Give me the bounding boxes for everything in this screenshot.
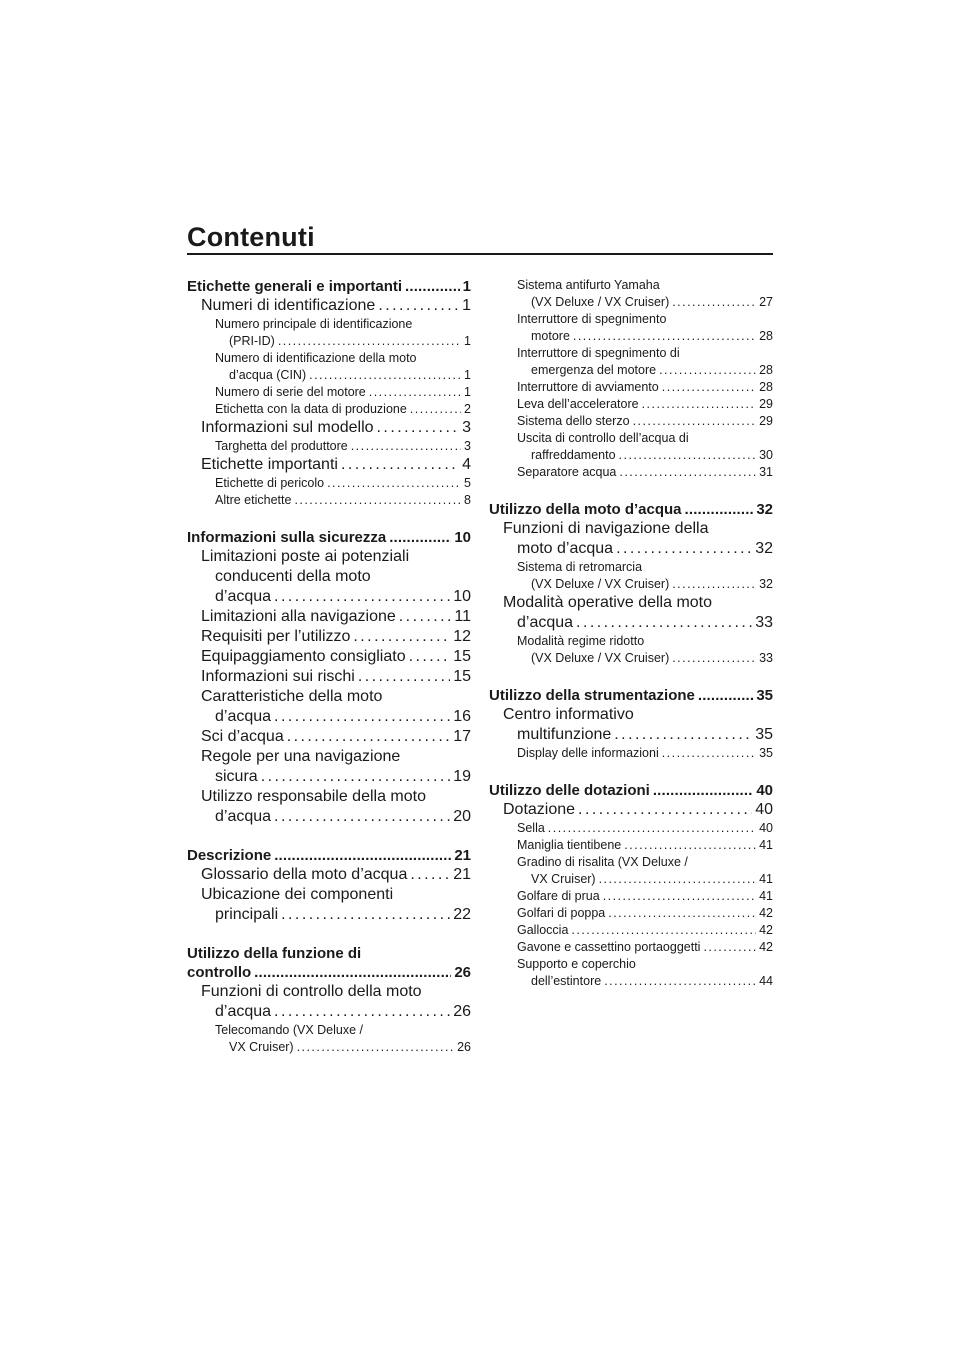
- toc-subentry[interactable]: [489, 345, 773, 379]
- toc-entry-text: Golfare di prua: [517, 889, 600, 903]
- toc-entry-text: Supporto e coperchio: [517, 957, 636, 971]
- toc-entry-text: Sistema di retromarcia: [517, 560, 643, 574]
- toc-entry-text: Regole per una navigazione: [201, 748, 401, 765]
- toc-entry-text: d’acqua: [517, 614, 574, 631]
- page-number: 42: [759, 940, 773, 954]
- page-number: 42: [759, 923, 773, 937]
- dot-leader: [341, 455, 459, 475]
- toc-entry[interactable]: [187, 687, 471, 727]
- toc-subentry[interactable]: [489, 633, 773, 667]
- toc-entry-text: (VX Deluxe / VX Cruiser): [531, 577, 670, 591]
- toc-entry-text: Utilizzo della moto d’acqua: [489, 501, 682, 518]
- page-number: 15: [453, 668, 471, 685]
- section-gap: [489, 762, 773, 781]
- toc-entry-text: Gradino di risalita (VX Deluxe /: [517, 855, 688, 869]
- toc-entry-text: Etichette di pericolo: [215, 476, 325, 490]
- toc-entry-text: Gavone e cassettino portaoggetti: [517, 940, 701, 954]
- toc-entry-text: Requisiti per l’utilizzo: [201, 628, 351, 645]
- toc-entry-text: Leva dell’acceleratore: [517, 397, 639, 411]
- toc-entry-text: Modalità regime ridotto: [517, 634, 645, 648]
- toc-entry-text: Glossario della moto d’acqua: [201, 866, 408, 883]
- toc-entry-text: Interruttore di spegnimento di: [517, 346, 680, 360]
- dot-leader: [614, 725, 752, 745]
- toc-entry[interactable]: [187, 607, 471, 627]
- page-number: 40: [755, 801, 773, 818]
- toc-section[interactable]: [187, 528, 471, 547]
- toc-entry-text: d’acqua: [215, 1003, 272, 1020]
- toc-entry[interactable]: [187, 747, 471, 787]
- dot-leader: [351, 438, 461, 455]
- toc-entry-text: Limitazioni poste ai potenziali: [201, 548, 410, 565]
- toc-entry-text: Equipaggiamento consigliato: [201, 648, 406, 665]
- toc-subentry[interactable]: [489, 559, 773, 593]
- toc-subentry[interactable]: [187, 475, 471, 492]
- toc-entry-text: Utilizzo responsabile della moto: [201, 788, 426, 805]
- dot-leader: [624, 837, 756, 854]
- toc-entry-text: (VX Deluxe / VX Cruiser): [531, 651, 670, 665]
- dot-leader: [573, 328, 756, 345]
- dot-leader: [405, 277, 460, 296]
- page-number: 1: [464, 385, 471, 399]
- toc-entry-text: Dotazione: [503, 801, 576, 818]
- toc-entry-text: Modalità operative della moto: [503, 594, 713, 611]
- toc-entry-text: Uscita di controllo dell’acqua di: [517, 431, 689, 445]
- toc-column-right: [489, 277, 773, 990]
- page-number: 17: [453, 728, 471, 745]
- page-number: 5: [464, 476, 471, 490]
- toc-entry-text: Descrizione: [187, 847, 272, 864]
- toc-entry-text: Etichetta con la data di produzione: [215, 402, 407, 416]
- toc-subentry[interactable]: [489, 379, 773, 396]
- dot-leader: [274, 1002, 450, 1022]
- page-number: 3: [464, 439, 471, 453]
- toc-subentry[interactable]: [187, 384, 471, 401]
- toc-entry-text: emergenza del motore: [531, 363, 657, 377]
- dot-leader: [578, 800, 752, 820]
- toc-entry-text: Sistema dello sterzo: [517, 414, 630, 428]
- page-number: 32: [759, 577, 773, 591]
- page-number: 2: [464, 402, 471, 416]
- dot-leader: [274, 587, 450, 607]
- dot-leader: [281, 905, 450, 925]
- toc-section[interactable]: [489, 686, 773, 705]
- dot-leader: [274, 707, 450, 727]
- toc-entry[interactable]: [489, 800, 773, 820]
- toc-entry[interactable]: [187, 787, 471, 827]
- toc-section[interactable]: [489, 781, 773, 800]
- dot-leader: [672, 650, 756, 667]
- page-number: 29: [759, 414, 773, 428]
- page-number: 16: [453, 708, 471, 725]
- dot-leader: [548, 820, 756, 837]
- page-number: 1: [464, 368, 471, 382]
- page-number: 21: [454, 847, 471, 864]
- toc-entry-text: dell’estintore: [531, 974, 602, 988]
- toc-subentry[interactable]: [489, 922, 773, 939]
- toc-entry-text: sicura: [215, 768, 258, 785]
- toc-entry-text: Numero di identificazione della moto: [215, 351, 417, 365]
- toc-entry-text: VX Cruiser): [531, 872, 596, 886]
- dot-leader: [685, 500, 754, 519]
- toc-entry[interactable]: [187, 885, 471, 925]
- section-gap: [187, 509, 471, 528]
- dot-leader: [603, 888, 756, 905]
- toc-entry-text: Etichette generali e importanti: [187, 278, 403, 295]
- toc-entry-text: d’acqua: [215, 708, 272, 725]
- page-number: 19: [453, 768, 471, 785]
- toc-section[interactable]: [187, 846, 471, 865]
- page-number: 35: [755, 726, 773, 743]
- toc-entry-text: Sella: [517, 821, 545, 835]
- toc-subentry[interactable]: [489, 905, 773, 922]
- page-number: 35: [756, 687, 773, 704]
- dot-leader: [642, 396, 756, 413]
- toc-section[interactable]: [489, 500, 773, 519]
- toc-entry-text: Altre etichette: [215, 493, 292, 507]
- page-number: 31: [759, 465, 773, 479]
- page-number: 26: [457, 1040, 471, 1054]
- dot-leader: [672, 576, 756, 593]
- toc-subentry[interactable]: [489, 939, 773, 956]
- section-gap: [489, 667, 773, 686]
- toc-entry-text: Informazioni sui rischi: [201, 668, 355, 685]
- page-number: 26: [453, 1003, 471, 1020]
- page-number: 10: [453, 588, 471, 605]
- dot-leader: [653, 781, 753, 800]
- page-number: 41: [759, 889, 773, 903]
- page-number: 1: [462, 278, 471, 295]
- toc-entry-text: moto d’acqua: [517, 540, 614, 557]
- toc-subentry[interactable]: [489, 820, 773, 837]
- page-number: 28: [759, 380, 773, 394]
- toc-subentry[interactable]: [489, 277, 773, 311]
- page-number: 27: [759, 295, 773, 309]
- page-number: 12: [453, 628, 471, 645]
- toc-entry-text: Utilizzo della strumentazione: [489, 687, 695, 704]
- dot-leader: [294, 492, 461, 509]
- toc-subentry[interactable]: [489, 956, 773, 990]
- toc-entry[interactable]: [187, 627, 471, 647]
- toc-entry-text: raffreddamento: [531, 448, 616, 462]
- dot-leader: [698, 686, 753, 705]
- toc-entry-text: Limitazioni alla navigazione: [201, 608, 396, 625]
- section-gap: [187, 925, 471, 944]
- page-number: 21: [453, 866, 471, 883]
- page-number: 30: [759, 448, 773, 462]
- page-number: 42: [759, 906, 773, 920]
- page-number: 1: [464, 334, 471, 348]
- toc-entry-text: Telecomando (VX Deluxe /: [215, 1023, 363, 1037]
- toc-entry-text: Funzioni di navigazione della: [503, 520, 709, 537]
- dot-leader: [287, 727, 450, 747]
- toc-subentry[interactable]: [187, 401, 471, 418]
- toc-entry-text: Sistema antifurto Yamaha: [517, 278, 660, 292]
- page-number: 28: [759, 329, 773, 343]
- toc-subentry[interactable]: [489, 396, 773, 413]
- toc-subentry[interactable]: [489, 413, 773, 430]
- toc-entry-text: Separatore acqua: [517, 465, 617, 479]
- dot-leader: [599, 871, 757, 888]
- toc-entry-text: Informazioni sulla sicurezza: [187, 529, 387, 546]
- toc-entry[interactable]: [187, 547, 471, 607]
- dot-leader: [619, 447, 757, 464]
- toc-subentry[interactable]: [187, 316, 471, 350]
- toc-entry-text: Galloccia: [517, 923, 569, 937]
- toc-entry-text: Utilizzo delle dotazioni: [489, 782, 650, 799]
- toc-entry[interactable]: [187, 982, 471, 1022]
- dot-leader: [378, 296, 459, 316]
- page-number: 41: [759, 872, 773, 886]
- toc-entry-text: d’acqua (CIN): [229, 368, 307, 382]
- dot-leader: [399, 607, 452, 627]
- toc-entry-text: Numero di serie del motore: [215, 385, 366, 399]
- dot-leader: [309, 367, 461, 384]
- toc-entry-text: principali: [215, 906, 279, 923]
- toc-entry-text: Sci d’acqua: [201, 728, 284, 745]
- page-number: 35: [759, 746, 773, 760]
- toc-entry-text: Utilizzo della funzione di: [187, 945, 362, 962]
- dot-leader: [619, 464, 756, 481]
- page-number: 29: [759, 397, 773, 411]
- toc-entry-text: Ubicazione dei componenti: [201, 886, 394, 903]
- toc-entry[interactable]: [187, 865, 471, 885]
- page-number: 40: [756, 782, 773, 799]
- toc-section[interactable]: [187, 277, 471, 296]
- toc-column-left: [187, 277, 471, 1056]
- page-number: 44: [759, 974, 773, 988]
- toc-subentry[interactable]: [489, 311, 773, 345]
- toc-entry-text: Interruttore di avviamento: [517, 380, 659, 394]
- page-number: 26: [454, 964, 471, 981]
- dot-leader: [369, 384, 461, 401]
- toc-entry[interactable]: [187, 418, 471, 438]
- page-number: 4: [462, 456, 471, 473]
- toc-section[interactable]: [187, 944, 471, 982]
- toc-entry[interactable]: [187, 296, 471, 316]
- toc-entry-text: Etichette importanti: [201, 456, 338, 473]
- toc-entry-text: conducenti della moto: [215, 568, 371, 585]
- toc-entry-text: Numero principale di identificazione: [215, 317, 413, 331]
- dot-leader: [576, 613, 752, 633]
- toc-entry[interactable]: [489, 593, 773, 633]
- toc-entry-text: d’acqua: [215, 588, 272, 605]
- toc-entry-text: controllo: [187, 964, 252, 981]
- dot-leader: [261, 767, 451, 787]
- dot-leader: [327, 475, 461, 492]
- toc-subentry[interactable]: [489, 854, 773, 888]
- dot-leader: [662, 379, 756, 396]
- toc-entry-text: Display delle informazioni: [517, 746, 659, 760]
- page-number: 20: [453, 808, 471, 825]
- page-number: 33: [755, 614, 773, 631]
- dot-leader: [659, 362, 756, 379]
- toc-entry[interactable]: [187, 667, 471, 687]
- dot-leader: [254, 963, 451, 982]
- page-title: Contenuti: [187, 222, 315, 252]
- dot-leader: [409, 647, 451, 667]
- dot-leader: [703, 939, 756, 956]
- dot-leader: [410, 865, 450, 885]
- toc-subentry[interactable]: [489, 837, 773, 854]
- dot-leader: [297, 1039, 455, 1056]
- dot-leader: [274, 807, 450, 827]
- dot-leader: [616, 539, 752, 559]
- toc-entry-text: Centro informativo: [503, 706, 634, 723]
- dot-leader: [571, 922, 756, 939]
- section-gap: [489, 481, 773, 500]
- toc-subentry[interactable]: [489, 464, 773, 481]
- dot-leader: [377, 418, 460, 438]
- toc-entry[interactable]: [187, 455, 471, 475]
- dot-leader: [410, 401, 461, 418]
- toc-entry-text: Interruttore di spegnimento: [517, 312, 667, 326]
- dot-leader: [358, 667, 450, 687]
- dot-leader: [608, 905, 756, 922]
- section-gap: [187, 827, 471, 846]
- page-number: 28: [759, 363, 773, 377]
- toc-entry-text: Caratteristiche della moto: [201, 688, 383, 705]
- dot-leader: [604, 973, 756, 990]
- toc-entry-text: motore: [531, 329, 570, 343]
- page-number: 10: [454, 529, 471, 546]
- toc-subentry[interactable]: [187, 1022, 471, 1056]
- toc-subentry[interactable]: [187, 438, 471, 455]
- page-number: 11: [454, 608, 471, 625]
- toc-entry[interactable]: [187, 727, 471, 747]
- toc-entry-text: Informazioni sul modello: [201, 419, 374, 436]
- toc-subentry[interactable]: [187, 492, 471, 509]
- dot-leader: [633, 413, 757, 430]
- dot-leader: [662, 745, 756, 762]
- page-number: 3: [462, 419, 471, 436]
- toc-entry-text: Maniglia tientibene: [517, 838, 622, 852]
- toc-entry-text: Numeri di identificazione: [201, 297, 376, 314]
- toc-entry-text: (VX Deluxe / VX Cruiser): [531, 295, 670, 309]
- page-number: 8: [464, 493, 471, 507]
- toc-entry-text: multifunzione: [517, 726, 612, 743]
- dot-leader: [278, 333, 461, 350]
- page-number: 15: [453, 648, 471, 665]
- toc-entry-text: (PRI-ID): [229, 334, 275, 348]
- toc-subentry[interactable]: [489, 430, 773, 464]
- dot-leader: [353, 627, 450, 647]
- toc-entry-text: d’acqua: [215, 808, 272, 825]
- toc-entry[interactable]: [489, 519, 773, 559]
- toc-subentry[interactable]: [489, 888, 773, 905]
- toc-subentry[interactable]: [489, 745, 773, 762]
- dot-leader: [274, 846, 451, 865]
- toc-entry-text: Golfari di poppa: [517, 906, 606, 920]
- toc-entry-text: VX Cruiser): [229, 1040, 294, 1054]
- toc-entry[interactable]: [187, 647, 471, 667]
- page-number: 33: [759, 651, 773, 665]
- dot-leader: [389, 528, 451, 547]
- title-underline: [187, 253, 773, 255]
- toc-entry-text: Funzioni di controllo della moto: [201, 983, 422, 1000]
- toc-subentry[interactable]: [187, 350, 471, 384]
- dot-leader: [672, 294, 756, 311]
- page-number: 41: [759, 838, 773, 852]
- toc-entry[interactable]: [489, 705, 773, 745]
- page-number: 22: [453, 906, 471, 923]
- page-number: 32: [755, 540, 773, 557]
- page-number: 32: [756, 501, 773, 518]
- page-number: 1: [462, 297, 471, 314]
- page-number: 40: [759, 821, 773, 835]
- toc-entry-text: Targhetta del produttore: [215, 439, 348, 453]
